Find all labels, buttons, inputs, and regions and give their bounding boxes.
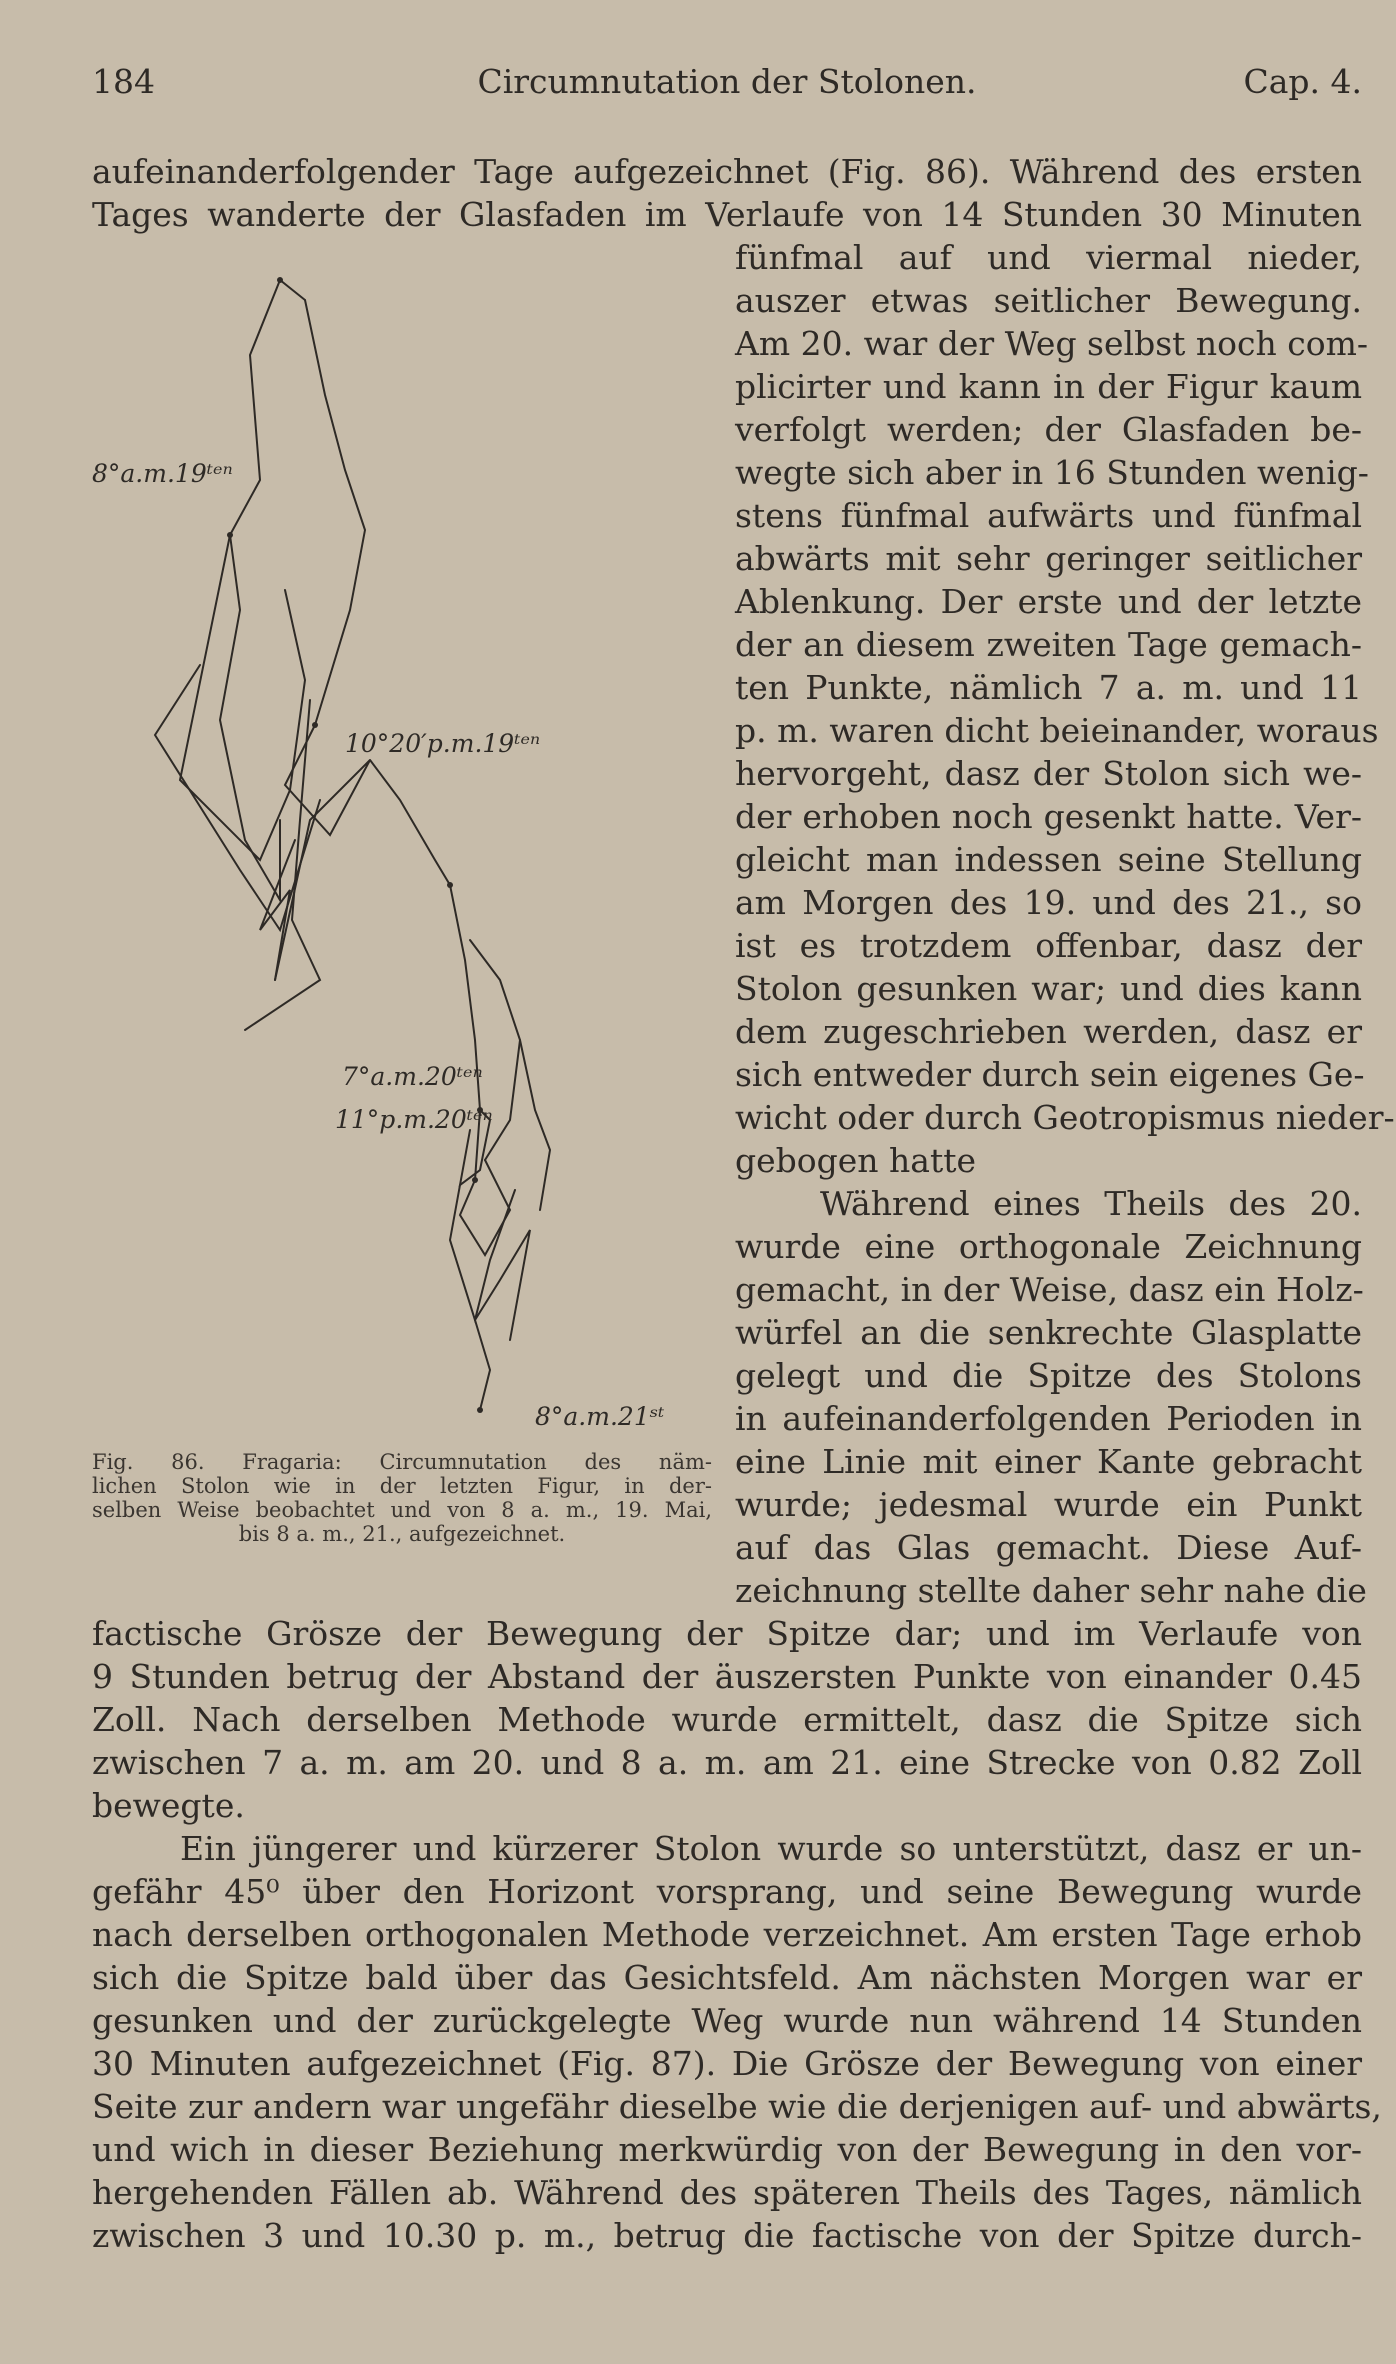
trace-path (450, 885, 480, 1180)
text-line: auszer etwas seitlicher Bewegung. (735, 281, 1362, 320)
figure-caption (92, 1450, 712, 1546)
trace-point (477, 1407, 483, 1413)
text-line: abwärts mit sehr geringer seitlicher (735, 539, 1362, 578)
text-line: würfel an die senkrechte Glasplatte (735, 1313, 1362, 1352)
text-line: 30 Minuten aufgezeichnet (Fig. 87). Die Grösze der Bewegung von einer (92, 2044, 1362, 2083)
text-line: aufeinanderfolgender Tage aufgezeichnet (Fig. 86). Während des ersten (92, 152, 1362, 191)
text-line: zeichnung stellte daher sehr nahe die (735, 1571, 1367, 1610)
trace-point (277, 277, 283, 283)
text-line: hervorgeht, dasz der Stolon sich we- (735, 754, 1362, 793)
running-title: Circumnutation der Stolonen. (477, 62, 977, 101)
trace-path (460, 1160, 510, 1255)
figure-label-1020pm-19: 10°20′p.m.19ᵗᵉⁿ (345, 729, 541, 758)
text-line: Ablenkung. Der erste und der letzte (735, 582, 1362, 621)
text-line: Am 20. war der Weg selbst noch com- (735, 324, 1369, 363)
text-line: sich die Spitze bald über das Gesichtsfeld. Am nächsten Morgen war er (92, 1958, 1362, 1997)
text-line: verfolgt werden; der Glasfaden be- (735, 410, 1362, 449)
trace-path (180, 535, 305, 860)
text-line: ten Punkte, nämlich 7 a. m. und 11 (735, 668, 1362, 707)
text-line: gemacht, in der Weise, dasz ein Holz- (735, 1270, 1364, 1309)
figure-label-8am-21: 8°a.m.21ˢᵗ (535, 1402, 665, 1431)
text-line: plicirter und kann in der Figur kaum (735, 367, 1362, 406)
chapter-label: Cap. 4. (1243, 62, 1362, 101)
text-line: eine Linie mit einer Kante gebracht (735, 1442, 1362, 1481)
text-line: bewegte. (92, 1786, 245, 1825)
text-line: gefähr 45⁰ über den Horizont vorsprang, und seine Bewegung wurde (92, 1872, 1362, 1911)
trace-path (230, 280, 305, 535)
text-line: auf das Glas gemacht. Diese Auf- (735, 1528, 1362, 1567)
caption-line: selben Weise beobachtet und von 8 a. m., 19. Mai, (92, 1498, 712, 1522)
trace-path (305, 300, 365, 725)
text-line: zwischen 7 a. m. am 20. und 8 a. m. am 21. eine Strecke von 0.82 Zoll (92, 1743, 1362, 1782)
text-line: sich entweder durch sein eigenes Ge- (735, 1055, 1365, 1094)
text-line: nach derselben orthogonalen Methode verzeichnet. Am ersten Tage erhob (92, 1915, 1362, 1954)
text-line: 9 Stunden betrug der Abstand der äuszersten Punkte von einander 0.45 (92, 1657, 1362, 1696)
text-line: factische Grösze der Bewegung der Spitze dar; und im Verlaufe von (92, 1614, 1362, 1653)
text-line: zwischen 3 und 10.30 p. m., betrug die factische von der Spitze durch- (92, 2216, 1362, 2255)
text-line: fünfmal auf und viermal nieder, (735, 238, 1362, 277)
text-line: Ein jüngerer und kürzerer Stolon wurde so unterstützt, dasz er un- (180, 1829, 1362, 1868)
text-line: stens fünfmal aufwärts und fünfmal (735, 496, 1362, 535)
trace-path (220, 535, 280, 900)
text-line: ist es trotzdem offenbar, dasz der (735, 926, 1362, 965)
text-line: Während eines Theils des 20. (820, 1184, 1362, 1223)
caption-line: Fig. 86. Fragaria: Circumnutation des näm- (92, 1450, 712, 1474)
text-line: Seite zur andern war ungefähr dieselbe wie die derjenigen auf- und abwärts, (92, 2087, 1382, 2126)
text-line: gesunken und der zurückgelegte Weg wurde nun während 14 Stunden (92, 2001, 1362, 2040)
trace-path (520, 1040, 550, 1210)
text-line: Stolon gesunken war; und dies kann (735, 969, 1362, 1008)
text-line: gelegt und die Spitze des Stolons (735, 1356, 1362, 1395)
trace-point (447, 882, 453, 888)
trace-point (227, 532, 233, 538)
text-line: wicht oder durch Geotropismus nieder- (735, 1098, 1395, 1137)
trace-path (370, 760, 450, 885)
trace-path (475, 1320, 490, 1410)
page-header (92, 62, 1362, 112)
text-line: der erhoben noch gesenkt hatte. Ver- (735, 797, 1362, 836)
text-line: wurde eine orthogonale Zeichnung (735, 1227, 1362, 1266)
text-line: gleicht man indessen seine Stellung (735, 840, 1362, 879)
trace-point (472, 1177, 478, 1183)
trace-path (245, 700, 320, 1030)
trace-point (312, 722, 318, 728)
text-line: p. m. waren dicht beieinander, woraus (735, 711, 1379, 750)
figure-label-8am-19: 8°a.m.19ᵗᵉⁿ (92, 459, 233, 488)
text-line: dem zugeschrieben werden, dasz er (735, 1012, 1362, 1051)
text-line: in aufeinanderfolgenden Perioden in (735, 1399, 1362, 1438)
figure-label-11pm-20: 11°p.m.20ᵗᵉⁿ (335, 1105, 493, 1134)
page-number: 184 (92, 62, 155, 101)
text-line: gebogen hatte (735, 1141, 977, 1180)
text-line: wegte sich aber in 16 Stunden wenig- (735, 453, 1369, 492)
text-line: der an diesem zweiten Tage gemach- (735, 625, 1362, 664)
caption-line: bis 8 a. m., 21., aufgezeichnet. (238, 1522, 566, 1546)
figure-label-7am-20: 7°a.m.20ᵗᵉⁿ (342, 1062, 483, 1091)
text-line: und wich in dieser Beziehung merkwürdig von der Bewegung in den vor- (92, 2130, 1362, 2169)
text-line: hergehenden Fällen ab. Während des späteren Theils des Tages, nämlich (92, 2173, 1362, 2212)
circumnutation-figure (80, 280, 665, 1440)
caption-line: lichen Stolon wie in der letzten Figur, in der- (92, 1474, 712, 1498)
text-line: wurde; jedesmal wurde ein Punkt (735, 1485, 1362, 1524)
text-line: Tages wanderte der Glasfaden im Verlaufe von 14 Stunden 30 Minuten (92, 195, 1362, 234)
text-line: am Morgen des 19. und des 21., so (735, 883, 1362, 922)
text-line: Zoll. Nach derselben Methode wurde ermittelt, dasz die Spitze sich (92, 1700, 1362, 1739)
